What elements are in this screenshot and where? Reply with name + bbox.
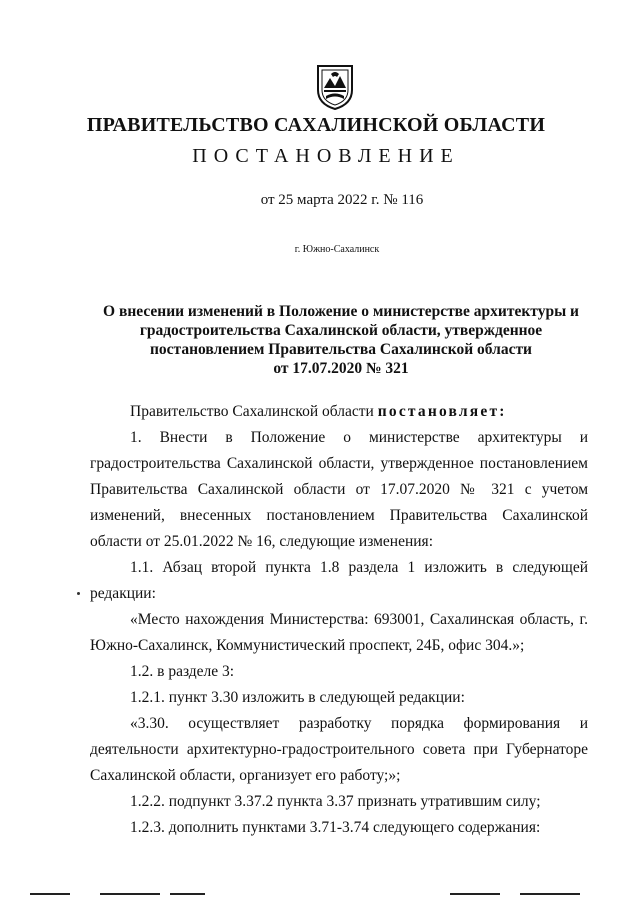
body-paragraph: 1.2.2. подпункт 3.37.2 пункта 3.37 признать утратившим силу; [130,793,541,810]
sakhalin-coat-of-arms-icon [314,60,356,110]
intro-paragraph [90,399,588,425]
body-paragraph: 1. Внести в Положение о министерстве архитектуры и градостроительства Сахалинской области, утвержденное постановлением Правительства Сахалинской области от 17.07.2020 № 321 с учетом изменений, внесенных постановлением Правительства Сахалинской области от 25.01.2022 № 16, следующие изменения: [90,429,588,550]
title-line: постановлением Правительства Сахалинской области [149,341,532,358]
document-city: г. Южно-Сахалинск [294,244,380,255]
document-title [90,302,592,378]
coat-of-arms [314,60,356,110]
body-paragraph: 1.2.1. пункт 3.30 изложить в следующей редакции: [130,689,465,706]
organization-name: ПРАВИТЕЛЬСТВО САХАЛИНСКОЙ ОБЛАСТИ [86,114,546,136]
scan-artifact-line [20,893,620,899]
scan-dot [77,592,80,595]
body-paragraph: 1.2.3. дополнить пунктами 3.71-3.74 следующего содержания: [130,819,541,836]
body-paragraph: «3.30. осуществляет разработку порядка формирования и деятельности архитектурно-градостроительного совета при Губернаторе Сахалинской области, организует его работу;»; [90,715,588,784]
document-type: ПОСТАНОВЛЕНИЕ [192,145,460,167]
title-line: градостроительства Сахалинской области, утвержденное [139,322,543,339]
document-date-number: от 25 марта 2022 г. № 116 [260,192,424,208]
body-paragraph: 1.2. в разделе 3: [130,663,235,680]
body-paragraph: 1.1. Абзац второй пункта 1.8 раздела 1 изложить в следующей редакции: [90,559,588,602]
document-body [90,399,588,841]
body-paragraph: «Место нахождения Министерства: 693001, Сахалинская область, г. Южно-Сахалинск, Коммунистический проспект, 24Б, офис 304.»; [90,611,588,654]
intro-text: Правительство Сахалинской области [130,403,378,420]
title-line: от 17.07.2020 № 321 [273,360,409,377]
intro-keyword: постановляет: [377,403,507,420]
title-line: О внесении изменений в Положение о министерстве архитектуры и [103,303,579,320]
